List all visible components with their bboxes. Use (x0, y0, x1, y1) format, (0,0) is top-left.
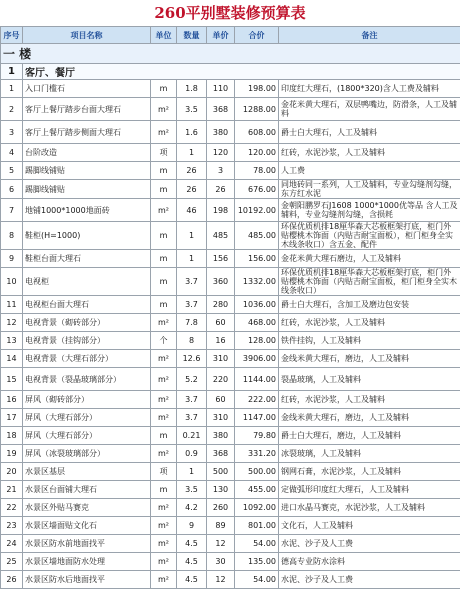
cell-total: 79.80 (235, 427, 279, 445)
header-cell-unit: 单位 (151, 27, 177, 44)
cell-unit: 个 (151, 332, 177, 350)
cell-note: 德高专业防水涂料 (279, 553, 460, 571)
cell-no: 24 (1, 535, 23, 553)
table-row (1, 199, 460, 222)
cell-total: 1332.00 (235, 268, 279, 296)
cell-note: 裂晶玻璃，人工及辅料 (279, 368, 460, 391)
cell-qty: 1 (177, 463, 207, 481)
table-row (1, 499, 460, 517)
cell-no: 7 (1, 199, 23, 222)
cell-note: 红砖，水泥沙浆，人工及辅料 (279, 144, 460, 162)
cell-note: 爵士白大理石，磨边，人工及辅料 (279, 427, 460, 445)
cell-qty: 1.6 (177, 121, 207, 144)
cell-total: 78.00 (235, 162, 279, 180)
header-cell-note: 备注 (279, 27, 460, 44)
cell-name: 屏风（大理石部分） (23, 427, 151, 445)
cell-total: 1144.00 (235, 368, 279, 391)
cell-price: 12 (207, 571, 235, 589)
cell-price: 60 (207, 391, 235, 409)
cell-total: 1092.00 (235, 499, 279, 517)
table-row (1, 368, 460, 391)
cell-note: 环保优质机排18厘华森大芯板框架打底，柜门外贴樱桃木饰面（内贴吉耐宝面板），柜门柜身全实木线条收口）含五金、配件 (279, 222, 460, 250)
cell-name: 客厅上餐厅踏步侧面大理石 (23, 121, 151, 144)
cell-qty: 3.7 (177, 296, 207, 314)
cell-price: 3 (207, 162, 235, 180)
cell-note: 金线米黄大理石，磨边，人工及辅料 (279, 350, 460, 368)
cell-name: 水景区防水前地面找平 (23, 535, 151, 553)
subsection-title: 客厅、餐厅 (23, 64, 460, 80)
cell-no: 10 (1, 268, 23, 296)
cell-no: 23 (1, 517, 23, 535)
cell-no: 17 (1, 409, 23, 427)
cell-note: 印度红大理石，(1800*320)含人工费及辅料 (279, 80, 460, 98)
cell-total: 222.00 (235, 391, 279, 409)
cell-price: 485 (207, 222, 235, 250)
cell-qty: 4.2 (177, 499, 207, 517)
cell-qty: 26 (177, 180, 207, 199)
cell-no: 19 (1, 445, 23, 463)
cell-total: 128.00 (235, 332, 279, 350)
cell-name: 地铺1000*1000地面砖 (23, 199, 151, 222)
cell-qty: 5.2 (177, 368, 207, 391)
cell-price: 360 (207, 268, 235, 296)
cell-price: 60 (207, 314, 235, 332)
table-row (1, 463, 460, 481)
cell-qty: 46 (177, 199, 207, 222)
cell-qty: 3.5 (177, 98, 207, 121)
cell-unit: m² (151, 571, 177, 589)
cell-unit: m² (151, 517, 177, 535)
cell-price: 130 (207, 481, 235, 499)
cell-name: 水景区防水后地面找平 (23, 571, 151, 589)
cell-unit: m (151, 162, 177, 180)
cell-note: 爵士白大理石，含加工及磨边包安装 (279, 296, 460, 314)
cell-price: 30 (207, 553, 235, 571)
cell-price: 380 (207, 427, 235, 445)
cell-unit: m² (151, 409, 177, 427)
cell-name: 水景区墙面贴文化石 (23, 517, 151, 535)
cell-total: 500.00 (235, 463, 279, 481)
cell-note: 环保优质机排18厘华森大芯板框架打底，柜门外贴樱桃木饰面（内贴吉耐宝面板，柜门柜身全实木线条收口） (279, 268, 460, 296)
cell-name: 电视背景（裂晶玻璃部分） (23, 368, 151, 391)
cell-no: 18 (1, 427, 23, 445)
cell-qty: 1 (177, 222, 207, 250)
cell-no: 1 (1, 80, 23, 98)
table-row (1, 98, 460, 121)
table-row (1, 571, 460, 589)
table-row (1, 409, 460, 427)
cell-price: 198 (207, 199, 235, 222)
cell-name: 水景区台面铺大理石 (23, 481, 151, 499)
cell-unit: m² (151, 314, 177, 332)
cell-total: 676.00 (235, 180, 279, 199)
cell-no: 11 (1, 296, 23, 314)
cell-name: 电视背景（挂钩部分） (23, 332, 151, 350)
cell-qty: 4.5 (177, 553, 207, 571)
cell-note: 红砖，水泥沙浆，人工及辅料 (279, 314, 460, 332)
subsection-no: 1 (1, 64, 23, 80)
cell-note: 人工费 (279, 162, 460, 180)
cell-total: 156.00 (235, 250, 279, 268)
cell-unit: m (151, 222, 177, 250)
cell-unit: 项 (151, 144, 177, 162)
cell-unit: m² (151, 499, 177, 517)
cell-price: 380 (207, 121, 235, 144)
cell-name: 电视柜台面大理石 (23, 296, 151, 314)
cell-no: 16 (1, 391, 23, 409)
cell-no: 4 (1, 144, 23, 162)
cell-no: 9 (1, 250, 23, 268)
cell-note: 冰裂玻璃，人工及辅料 (279, 445, 460, 463)
cell-name: 屏风（大理石部分） (23, 409, 151, 427)
cell-unit: m (151, 180, 177, 199)
cell-no: 5 (1, 162, 23, 180)
cell-no: 2 (1, 98, 23, 121)
sheet-title: 260平别墅装修预算表 (154, 4, 306, 22)
table-row (1, 553, 460, 571)
cell-price: 220 (207, 368, 235, 391)
cell-no: 25 (1, 553, 23, 571)
table-row (1, 144, 460, 162)
cell-no: 12 (1, 314, 23, 332)
cell-note: 同地砖同一系列，人工及辅料，专业勾缝剂勾缝，东方红水泥 (279, 180, 460, 199)
cell-no: 21 (1, 481, 23, 499)
cell-name: 踢脚线铺贴 (23, 180, 151, 199)
cell-unit: m² (151, 98, 177, 121)
cell-price: 368 (207, 445, 235, 463)
table-row (1, 296, 460, 314)
cell-unit: m² (151, 350, 177, 368)
table-row (1, 332, 460, 350)
cell-unit: m (151, 268, 177, 296)
cell-price: 500 (207, 463, 235, 481)
header-cell-name: 项目名称 (23, 27, 151, 44)
cell-note: 铁件挂钩，人工及辅料 (279, 332, 460, 350)
cell-unit: m² (151, 199, 177, 222)
cell-no: 14 (1, 350, 23, 368)
cell-price: 310 (207, 350, 235, 368)
cell-no: 6 (1, 180, 23, 199)
cell-price: 368 (207, 98, 235, 121)
table-row (1, 222, 460, 250)
cell-name: 踢脚线铺贴 (23, 162, 151, 180)
cell-note: 金花米黄大理石，双层鸭嘴边，防滑条，人工及辅料 (279, 98, 460, 121)
cell-qty: 12.6 (177, 350, 207, 368)
table-row (1, 427, 460, 445)
cell-unit: m² (151, 445, 177, 463)
cell-unit: m (151, 296, 177, 314)
table-row (1, 268, 460, 296)
cell-note: 金朝阳鹏罗石J1608 1000*1000优等品 含人工及辅料，专业勾缝剂勾缝，含损耗 (279, 199, 460, 222)
budget-table (0, 26, 460, 589)
cell-qty: 4.5 (177, 535, 207, 553)
cell-total: 331.20 (235, 445, 279, 463)
cell-name: 客厅上餐厅踏步台面大理石 (23, 98, 151, 121)
table-row (1, 250, 460, 268)
cell-note: 红砖，水泥沙浆，人工及辅料 (279, 391, 460, 409)
cell-qty: 3.7 (177, 409, 207, 427)
cell-unit: m² (151, 121, 177, 144)
cell-no: 15 (1, 368, 23, 391)
cell-price: 89 (207, 517, 235, 535)
cell-total: 1036.00 (235, 296, 279, 314)
table-row (1, 350, 460, 368)
table-row (1, 180, 460, 199)
table-row (1, 535, 460, 553)
cell-name: 鞋柜(H=1000) (23, 222, 151, 250)
cell-total: 1288.00 (235, 98, 279, 121)
table-row (1, 445, 460, 463)
cell-no: 8 (1, 222, 23, 250)
header-cell-no: 序号 (1, 27, 23, 44)
table-row (1, 391, 460, 409)
cell-note: 水泥、沙子及人工费 (279, 571, 460, 589)
cell-price: 16 (207, 332, 235, 350)
cell-price: 26 (207, 180, 235, 199)
cell-price: 280 (207, 296, 235, 314)
cell-unit: 项 (151, 463, 177, 481)
cell-name: 屏风（砌砖部分） (23, 391, 151, 409)
cell-total: 485.00 (235, 222, 279, 250)
cell-unit: m² (151, 553, 177, 571)
table-row (1, 80, 460, 98)
cell-unit: m² (151, 391, 177, 409)
cell-no: 20 (1, 463, 23, 481)
cell-note: 文化石，人工及辅料 (279, 517, 460, 535)
cell-unit: m (151, 80, 177, 98)
cell-no: 3 (1, 121, 23, 144)
cell-price: 260 (207, 499, 235, 517)
cell-total: 1147.00 (235, 409, 279, 427)
cell-unit: m² (151, 368, 177, 391)
table-row (1, 314, 460, 332)
cell-qty: 9 (177, 517, 207, 535)
cell-name: 水景区墙地面防水处理 (23, 553, 151, 571)
table-row (1, 481, 460, 499)
cell-name: 电视背景（大理石部分） (23, 350, 151, 368)
cell-qty: 4.5 (177, 571, 207, 589)
cell-total: 198.00 (235, 80, 279, 98)
header-cell-qty: 数量 (177, 27, 207, 44)
cell-price: 156 (207, 250, 235, 268)
cell-note: 进口水晶马赛克，水泥沙浆，人工及辅料 (279, 499, 460, 517)
cell-unit: m (151, 427, 177, 445)
cell-note: 金花米黄大理石磨边，人工及辅料 (279, 250, 460, 268)
cell-total: 120.00 (235, 144, 279, 162)
cell-price: 12 (207, 535, 235, 553)
cell-price: 120 (207, 144, 235, 162)
cell-unit: m² (151, 535, 177, 553)
cell-qty: 3.7 (177, 391, 207, 409)
cell-name: 电视背景（砌砖部分） (23, 314, 151, 332)
header-cell-price: 单价 (207, 27, 235, 44)
section-title: 一 楼 (1, 44, 460, 64)
cell-qty: 0.21 (177, 427, 207, 445)
table-row (1, 121, 460, 144)
cell-note: 爵士白大理石，人工及辅料 (279, 121, 460, 144)
cell-qty: 0.9 (177, 445, 207, 463)
cell-qty: 3.5 (177, 481, 207, 499)
cell-no: 22 (1, 499, 23, 517)
subsection-row (1, 64, 460, 80)
cell-price: 110 (207, 80, 235, 98)
cell-note: 金线米黄大理石，磨边，人工及辅料 (279, 409, 460, 427)
cell-qty: 1 (177, 144, 207, 162)
cell-qty: 7.8 (177, 314, 207, 332)
cell-total: 3906.00 (235, 350, 279, 368)
cell-qty: 1 (177, 250, 207, 268)
cell-total: 468.00 (235, 314, 279, 332)
cell-total: 608.00 (235, 121, 279, 144)
cell-no: 13 (1, 332, 23, 350)
cell-qty: 26 (177, 162, 207, 180)
cell-name: 屏风（冰裂玻璃部分） (23, 445, 151, 463)
cell-qty: 8 (177, 332, 207, 350)
cell-note: 定做弧形印度红大理石，人工及辅料 (279, 481, 460, 499)
cell-unit: m (151, 250, 177, 268)
cell-note: 钢网石膏，水泥沙浆，人工及辅料 (279, 463, 460, 481)
table-row (1, 517, 460, 535)
section-row (1, 44, 460, 64)
header-cell-total: 合价 (235, 27, 279, 44)
cell-note: 水泥、沙子及人工费 (279, 535, 460, 553)
cell-total: 54.00 (235, 535, 279, 553)
cell-total: 10192.00 (235, 199, 279, 222)
cell-total: 54.00 (235, 571, 279, 589)
table-row (1, 162, 460, 180)
cell-total: 135.00 (235, 553, 279, 571)
cell-name: 台阶改造 (23, 144, 151, 162)
cell-name: 水景区基层 (23, 463, 151, 481)
cell-unit: m (151, 481, 177, 499)
cell-total: 455.00 (235, 481, 279, 499)
cell-name: 水景区外贴马赛克 (23, 499, 151, 517)
cell-total: 801.00 (235, 517, 279, 535)
cell-qty: 1.8 (177, 80, 207, 98)
cell-price: 310 (207, 409, 235, 427)
header-row (1, 27, 460, 44)
cell-no: 26 (1, 571, 23, 589)
cell-name: 入口门槛石 (23, 80, 151, 98)
cell-name: 鞋柜台面大理石 (23, 250, 151, 268)
cell-name: 电视柜 (23, 268, 151, 296)
cell-qty: 3.7 (177, 268, 207, 296)
